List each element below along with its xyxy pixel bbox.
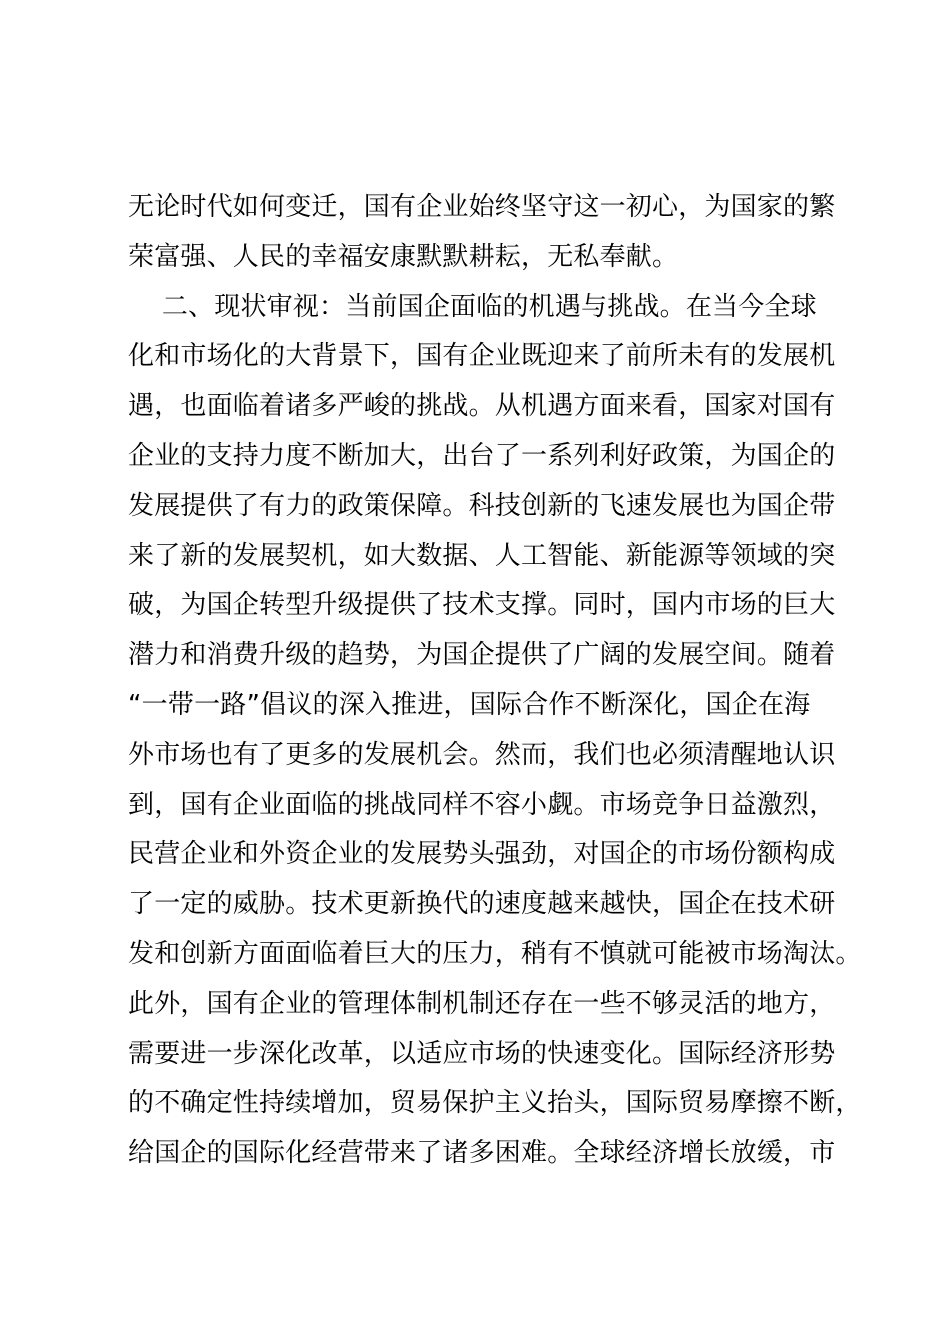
text-line: 无论时代如何变迁，国有企业始终坚守这一初心，为国家的繁 bbox=[128, 192, 836, 222]
text-line: 来了新的发展契机，如大数据、人工智能、新能源等领域的突 bbox=[128, 540, 836, 571]
text-line: “一带一路”倡议的深入推进，国际合作不断深化，国企在海 bbox=[128, 689, 811, 720]
section-heading-line: 二、现状审视：当前国企面临的机遇与挑战。在当今全球 bbox=[128, 291, 817, 322]
text-line: 到，国有企业面临的挑战同样不容小觑。市场竞争日益激烈， bbox=[128, 789, 836, 820]
text-line: 需要进一步深化改革，以适应市场的快速变化。国际经济形势 bbox=[128, 1038, 836, 1069]
text-line: 的不确定性持续增加，贸易保护主义抬头，国际贸易摩擦不断， bbox=[128, 1088, 862, 1119]
text-line: 发和创新方面面临着巨大的压力，稍有不慎就可能被市场淘汰。 bbox=[128, 938, 862, 969]
text-line: 发展提供了有力的政策保障。科技创新的飞速发展也为国企带 bbox=[128, 490, 836, 521]
text-line: 外市场也有了更多的发展机会。然而，我们也必须清醒地认识 bbox=[128, 739, 836, 770]
text-line: 破，为国企转型升级提供了技术支撑。同时，国内市场的巨大 bbox=[128, 590, 836, 621]
text-line: 遇，也面临着诸多严峻的挑战。从机遇方面来看，国家对国有 bbox=[128, 391, 836, 422]
text-line: 荣富强、人民的幸福安康默默耕耘，无私奉献。 bbox=[128, 241, 679, 272]
text-line: 民营企业和外资企业的发展势头强劲，对国企的市场份额构成 bbox=[128, 839, 836, 870]
text-line: 给国企的国际化经营带来了诸多困难。全球经济增长放缓，市 bbox=[128, 1138, 836, 1169]
body-text bbox=[128, 183, 862, 1179]
text-line: 化和市场化的大背景下，国有企业既迎来了前所未有的发展机 bbox=[128, 341, 836, 372]
text-line: 企业的支持力度不断加大，出台了一系列利好政策，为国企的 bbox=[128, 440, 836, 471]
text-line: 此外，国有企业的管理体制机制还存在一些不够灵活的地方， bbox=[128, 988, 836, 1019]
text-line: 了一定的威胁。技术更新换代的速度越来越快，国企在技术研 bbox=[128, 889, 836, 920]
text-line: 潜力和消费升级的趋势，为国企提供了广阔的发展空间。随着 bbox=[128, 640, 836, 671]
